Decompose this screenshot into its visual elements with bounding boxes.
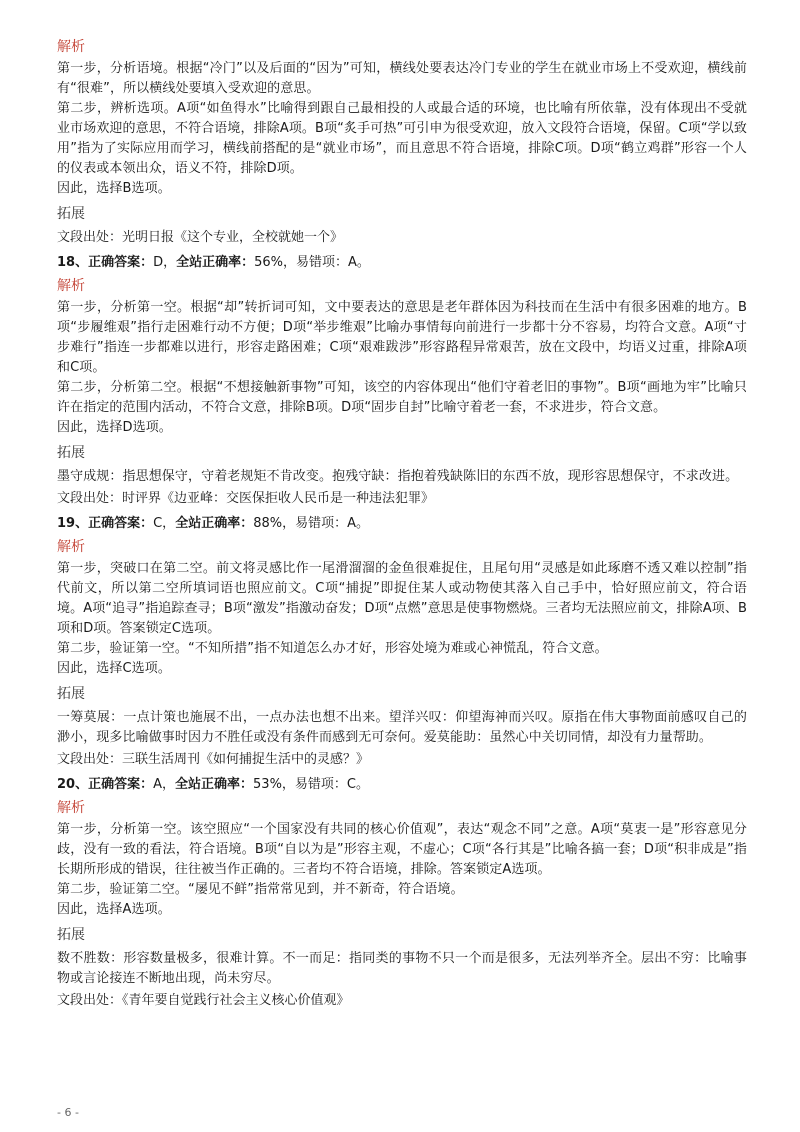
q20-para-2: 第二步，验证第二空。“屡见不鲜”指常常见到，并不新奇，符合语境。 — [57, 882, 464, 897]
q19-rate-label: 全站正确率： — [175, 516, 254, 531]
q18-source: 文段出处：时评界《边亚峰：交医保拒收人民币是一种违法犯罪》 — [57, 491, 435, 506]
q20-rate-label: 全站正确率： — [175, 777, 254, 792]
q18-para-2: 第二步，分析第二空。根据“不想接触新事物”可知，该空的内容体现出“他们守着老旧的事物”。B项“画地为牢”比喻只许在指定的范围内活动，不符合文意，排除B项。D项“固步自封”比喻守着老一套，不求进步，符合文意。 — [57, 380, 747, 415]
q18-block — [57, 253, 747, 509]
q20-extension: 数不胜数：形容数量极多，很难计算。不一而足：指同类的事物不只一个而是很多，无法列举齐全。层出不穷：比喻事物或言论接连不断地出现，尚未穷尽。 — [57, 951, 747, 986]
document-page — [57, 34, 747, 1011]
q20-source: 文段出处：《青年要自觉践行社会主义核心价值观》 — [57, 993, 350, 1008]
q20-analysis-heading: 解析 — [57, 800, 85, 816]
q20-para-1: 第一步，分析第一空。该空照应“一个国家没有共同的核心价值观”，表达“观念不同”之意。A项“莫衷一是”形容意见分歧，没有一致的看法，符合语境。B项“自以为是”形容主观，不虚心；C项“各行其是”比喻各搞一套；D项“积非成是”指长期所形成的错误，往往被当作正确的。三者均不符合语境，排除。答案锁定A选项。 — [57, 822, 747, 877]
q19-source: 文段出处：三联生活周刊《如何捕捉生活中的灵感？》 — [57, 752, 370, 767]
q18-rate: 56%，易错项：A。 — [254, 255, 370, 270]
q19-analysis-heading: 解析 — [57, 539, 85, 555]
page-number: - 6 - — [57, 1106, 79, 1119]
q17-analysis-heading: 解析 — [57, 39, 85, 55]
q19-para-2: 第二步，验证第一空。“不知所措”指不知道怎么办才好，形容处境为难或心神慌乱，符合文意。 — [57, 641, 608, 656]
q20-answer: A， — [153, 777, 176, 792]
q19-rate: 88%，易错项：A。 — [253, 516, 369, 531]
q17-para-1: 第一步，分析语境。根据“冷门”以及后面的“因为”可知，横线处要表达冷门专业的学生在就业市场上不受欢迎，横线前有“很难”，所以横线处要填入受欢迎的意思。 — [57, 61, 747, 96]
q17-para-2: 第二步，辨析选项。A项“如鱼得水”比喻得到跟自己最相投的人或最合适的环境，也比喻有所依靠，没有体现出不受就业市场欢迎的意思，不符合语境，排除A项。B项“炙手可热”可引申为很受欢迎，放入文段符合语境，保留。C项“学以致用”指为了实际应用而学习，横线前搭配的是“就业市场”，而且意思不符合语境，排除C项。D项“鹤立鸡群”形容一个人的仪表或本领出众，语义不符，排除D项。 — [57, 101, 747, 176]
q19-para-1: 第一步，突破口在第二空。前文将灵感比作一尾滑溜溜的金鱼很难捉住，且尾句用“灵感是如此琢磨不透又难以控制”指代前文，所以第二空所填词语也照应前文。C项“捕捉”即捉住某人或动物使其落入自己手中，恰好照应前文，符合语境。A项“追寻”指追踪查寻；B项“激发”指激动奋发；D项“点燃”意思是使事物燃烧。三者均无法照应前文，排除A项、B项和D项。答案锁定C选项。 — [57, 561, 747, 636]
q18-para-1: 第一步，分析第一空。根据“却”转折词可知，文中要表达的意思是老年群体因为科技而在生活中有很多困难的地方。B项“步履维艰”指行走困难行动不方便；D项“举步维艰”比喻办事情每向前进行一步都十分不容易，均符合文意。A项“寸步难行”指连一步都难以进行，形容走路困难；C项“艰难跋涉”形容路程异常艰苦，放在文段中，均语义过重，排除A项和C项。 — [57, 300, 747, 375]
q18-answer-line — [57, 253, 747, 273]
q18-num: 18、 — [57, 255, 89, 270]
q19-extension-heading: 拓展 — [57, 686, 85, 702]
q17-extension-heading: 拓展 — [57, 206, 85, 222]
q20-num: 20、 — [57, 777, 89, 792]
q18-answer-label: 正确答案： — [88, 255, 154, 270]
q20-answer-label: 正确答案： — [88, 777, 154, 792]
q19-extension: 一筹莫展：一点计策也施展不出，一点办法也想不出来。望洋兴叹：仰望海神而兴叹。原指在伟大事物面前感叹自己的渺小，现多比喻做事时因力不胜任或没有条件而感到无可奈何。爱莫能助：虽然心中关切同情，却没有力量帮助。 — [57, 710, 747, 745]
q19-answer-label: 正确答案： — [88, 516, 154, 531]
q20-answer-line — [57, 775, 747, 795]
q20-rate: 53%，易错项：C。 — [253, 777, 370, 792]
q17-block — [57, 36, 747, 248]
q18-analysis-heading: 解析 — [57, 278, 85, 294]
q19-answer-line — [57, 514, 747, 534]
q18-answer: D， — [153, 255, 177, 270]
q19-block — [57, 514, 747, 770]
q18-para-3: 因此，选择D选项。 — [57, 420, 172, 435]
q20-block — [57, 775, 747, 1011]
q19-answer: C， — [153, 516, 176, 531]
q20-extension-heading: 拓展 — [57, 927, 85, 943]
q19-para-3: 因此，选择C选项。 — [57, 661, 171, 676]
q18-extension: 墨守成规：指思想保守，守着老规矩不肯改变。抱残守缺：指抱着残缺陈旧的东西不放，现形容思想保守，不求改进。 — [57, 469, 739, 484]
q18-rate-label: 全站正确率： — [176, 255, 255, 270]
q17-source: 文段出处：光明日报《这个专业，全校就她一个》 — [57, 230, 344, 245]
q19-num: 19、 — [57, 516, 89, 531]
q20-para-3: 因此，选择A选项。 — [57, 902, 171, 917]
q18-extension-heading: 拓展 — [57, 445, 85, 461]
q17-para-3: 因此，选择B选项。 — [57, 181, 171, 196]
